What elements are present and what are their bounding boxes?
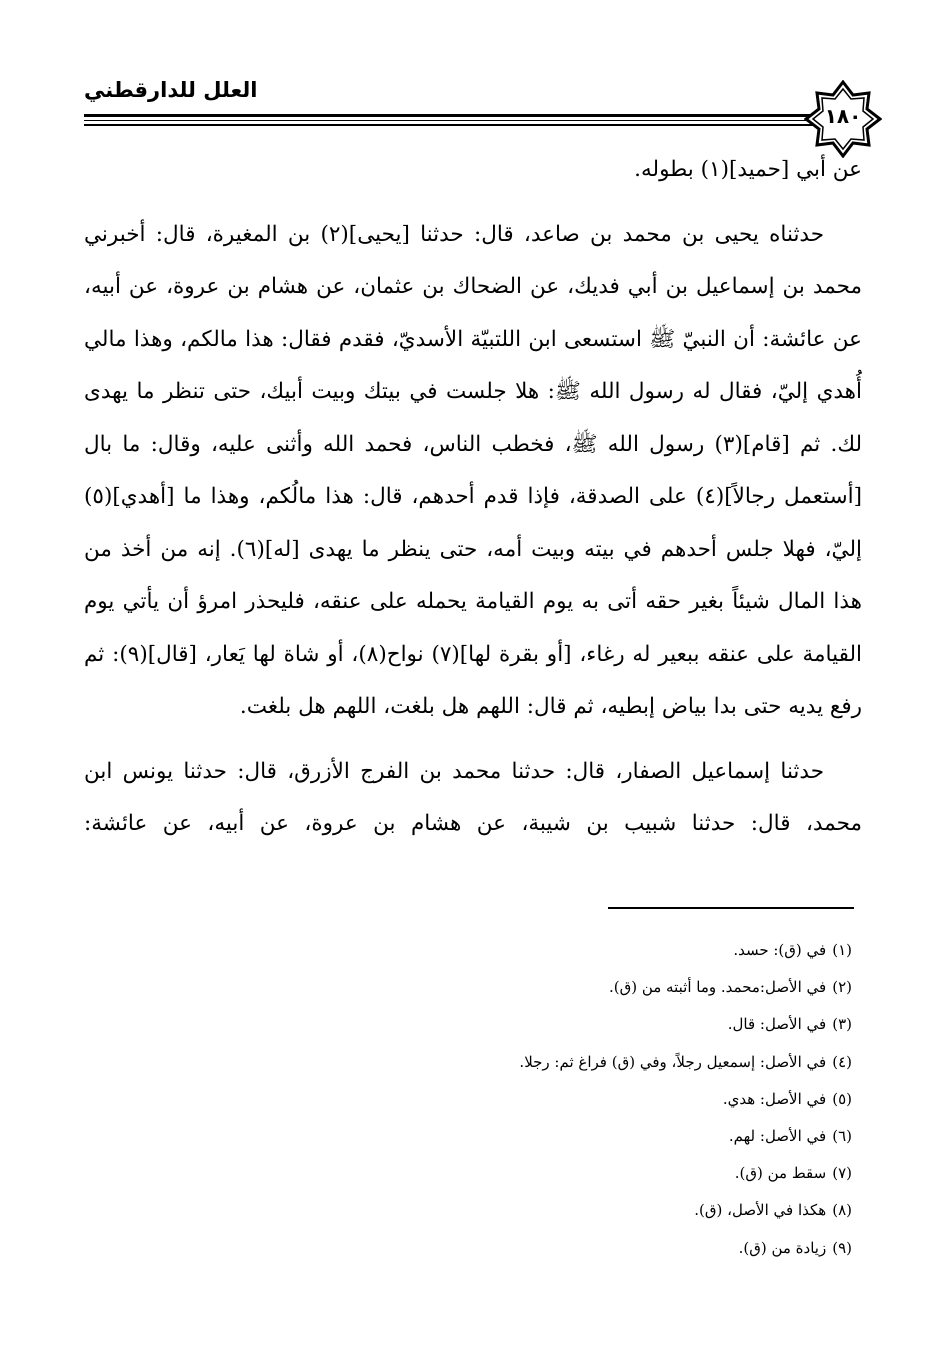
footnotes-list <box>300 932 852 1267</box>
footnote-divider <box>608 907 854 909</box>
footnote-text: في الأصل: لهم. <box>728 1126 827 1145</box>
footnote-text: هكذا في الأصل، (ق). <box>694 1201 827 1220</box>
footnote-text: زيادة من (ق). <box>738 1238 827 1257</box>
header-rule <box>84 114 814 117</box>
footnote-text: في الأصل: قال. <box>727 1015 827 1034</box>
main-text <box>84 144 862 851</box>
footnote-item <box>300 969 852 1006</box>
footnote-item <box>300 1192 852 1229</box>
footnote-number: (١) <box>832 941 852 959</box>
footnote-item <box>300 1118 852 1155</box>
running-header-title: العلل للدارقطني <box>84 78 258 102</box>
footnote-number: (٤) <box>832 1052 852 1071</box>
footnote-number: (٢) <box>832 978 852 997</box>
footnote-text: في الأصل: هدي. <box>722 1089 827 1108</box>
footnote-number: (٣) <box>832 1015 852 1034</box>
footnote-number: (٧) <box>832 1164 852 1183</box>
paragraph: حدثنا إسماعيل الصفار، قال: حدثنا محمد بن الفرج الأزرق، قال: حدثنا يونس ابن محمد، قال: حدثنا شبيب بن شيبة، عن هشام بن عروة، عن أبيه، عن عائشة: <box>84 758 862 836</box>
footnote-number: (٦) <box>832 1126 852 1145</box>
footnote-number: (٨) <box>832 1201 852 1220</box>
page-number: ١٨٠ <box>824 104 862 128</box>
footnote-number: (٩) <box>832 1238 852 1257</box>
paragraph: عن أبي [حميد](١) بطوله. <box>634 157 862 182</box>
header-rule <box>84 124 814 126</box>
header-rule <box>84 120 814 121</box>
footnote-item <box>300 932 852 969</box>
footnote-number: (٥) <box>832 1089 852 1108</box>
footnote-text: سقط من (ق). <box>734 1164 827 1183</box>
footnote-text: في الأصل: إسمعيل رجلاً، وفي (ق) فراغ ثم: رجلا. <box>519 1052 827 1071</box>
footnote-item <box>300 1006 852 1043</box>
paragraph: حدثناه يحيى بن محمد بن صاعد، قال: حدثنا [يحيى](٢) بن المغيرة، قال: أخبرني محمد بن إسماعيل بن أبي فديك، عن الضحاك بن عثمان، عن هشام بن عروة، عن أبيه، عن عائشة: أن النبيّ ﷺ استسعى ابن اللتبيّة الأسديّ، فقدم فقال: هذا مالكم، وهذا مالي أُهدي إليّ، فقال له رسول الله ﷺ: هلا جلست في بيتك وبيت أبيك، حتى تنظر ما يهدى لك. ثم [قام](٣) رسول الله ﷺ، فخطب الناس، فحمد الله وأثنى عليه، وقال: ما بال [أستعمل رجالاً](٤) على الصدقة، فإذا قدم أحدهم، قال: هذا مالُكم، وهذا ما [أهدي](٥) إليّ، فهلا جلس أحدهم في بيته وبيت أمه، حتى ينظر ما يهدى [له](٦). إنه من أخذ من هذا المال شيئاً بغير حقه أتى به يوم القيامة يحمله على عنقه، فليحذر امرؤ أن يأتي يوم القيامة على عنقه ببعير له رغاء، [أو بقرة لها](٧) نواح(٨)، أو شاة لها يَعار، [قال](٩): ثم رفع يديه حتى بدا بياض إبطيه، ثم قال: اللهم هل بلغت، اللهم هل بلغت. <box>84 221 863 719</box>
footnote-text: في (ق): حسد. <box>733 941 827 959</box>
footnote-item <box>300 1230 852 1267</box>
footnote-item <box>300 1081 852 1118</box>
footnote-text: في الأصل:محمد. وما أثبته من (ق). <box>608 978 827 997</box>
footnote-item <box>300 1155 852 1192</box>
footnote-item <box>300 1044 852 1081</box>
